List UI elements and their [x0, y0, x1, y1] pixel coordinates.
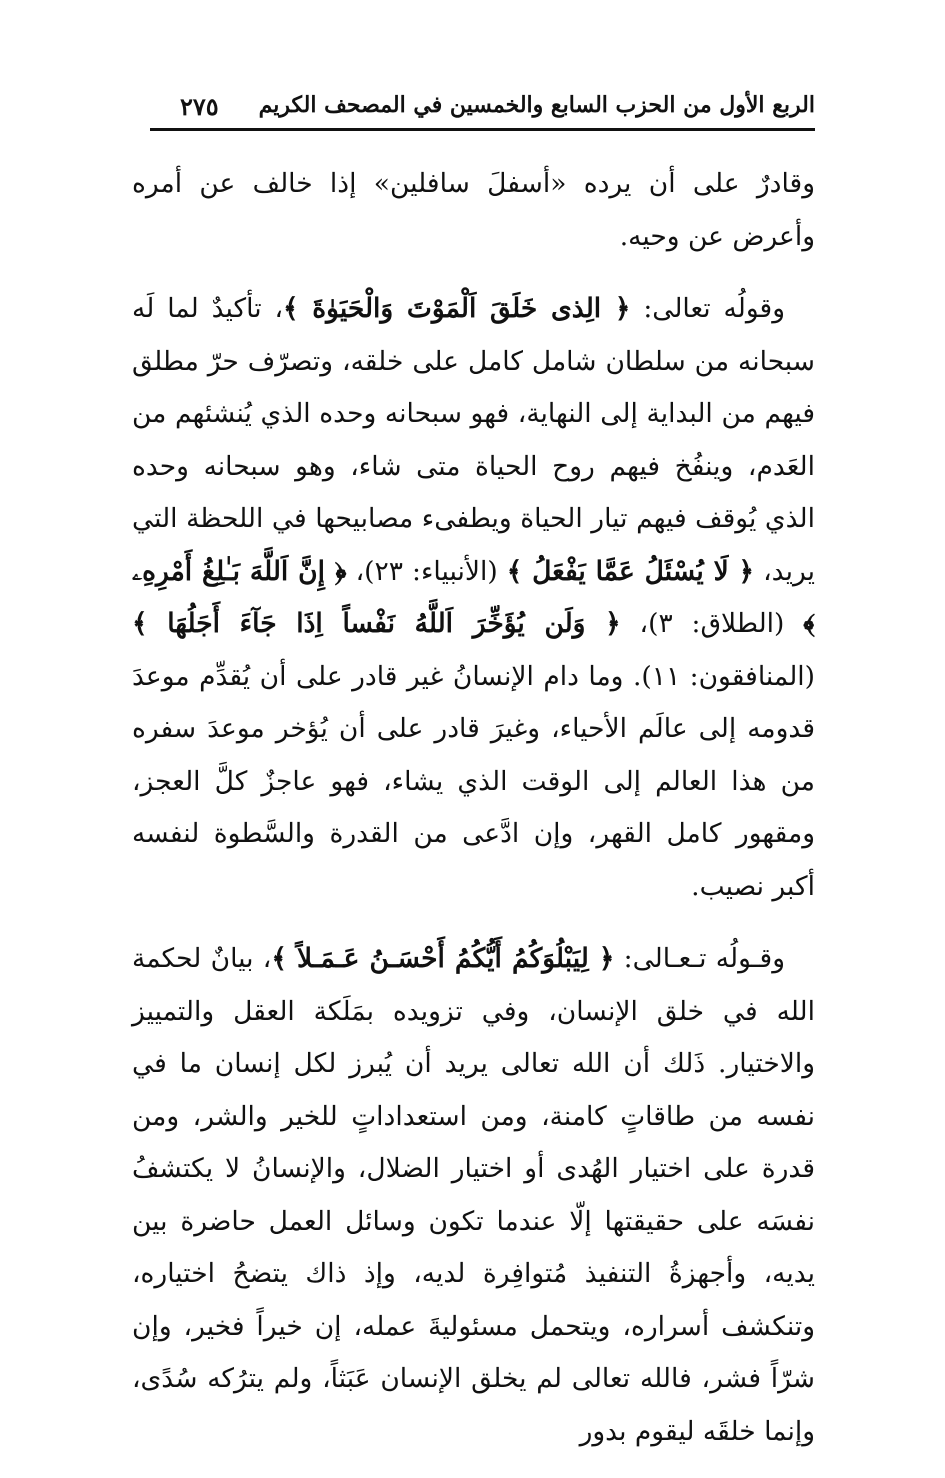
running-title: الربع الأول من الحزب السابع والخمسين في المصحف الكريم: [258, 92, 815, 118]
text-segment: ، تأكيدٌ لما لَه سبحانه من سلطان شامل كامل على خلقه، وتصرّف حرّ مطلق فيهم من البداية إلى النهاية، فهو سبحانه وحده الذي يُنشئهم من العَدم، وينفُخ فيهم روح الحياة متى شاء، وهو سبحانه وحده الذي يُوقف فيهم تيار الحياة ويطفىء مصابيحها في اللحظة التي يريد،: [132, 293, 815, 587]
quran-verse: ﴿ وَلَن يُؤَخِّرَ اَللَّهُ نَفْساً اِذَا جَآءَ أَجَلُهَا ﴾: [132, 608, 621, 639]
verse-reference: (الأنبياء: ٢٣)،: [346, 555, 507, 587]
text-segment: وقادرٌ على أن يرده «أسفلَ سافلين» إذا خالف عن أمره وأعرض عن وحيه.: [132, 168, 815, 252]
text-segment: وقولُه تعالى:: [630, 293, 785, 324]
quran-verse: ﴿ لِيَبْلُوَكُمُ أَيُّكُمُ أَحْسَـنُ عَـمَـلاً ﴾: [271, 943, 615, 974]
paragraph-1: [132, 158, 815, 263]
page-header: [150, 88, 815, 131]
verse-reference: (الطلاق: ٣)،: [620, 608, 804, 639]
quran-verse: ﴿ إِنَّ اَللَّهَ بَـٰلِغُ أَمْرِهِۦ ﴾: [132, 555, 815, 639]
page-number: ٢٧٥: [180, 92, 219, 121]
quran-verse: ﴿ الِذى خَلَقَ اَلْمَوْتَ وَالْحَيَوٰةَ ﴾: [283, 293, 631, 324]
body-text: [132, 158, 815, 1478]
quran-verse: ﴿ لَا يُسْئَلُ عَمَّا يَفْعَلُ ﴾: [506, 555, 755, 587]
text-segment: وقـولُه تـعـالى:: [614, 943, 785, 974]
text-segment: (المنافقون: ١١). وما دام الإنسانُ غير قادر على أن يُقدِّم موعدَ قدومه إلى عالَم الأحياء، وغيرَ قادر على أن يُؤخر موعدَ سفره من هذا العالم إلى الوقت الذي يشاء، فهو عاجزٌ كلَّ العجز، ومقهور كامل القهر، وإن ادَّعى من القدرة والسَّطوة لنفسه أكبر نصيب.: [132, 660, 815, 902]
paragraph-2: [132, 283, 815, 913]
text-segment: ، بيانٌ لحكمة الله في خلق الإنسان، وفي تزويده بمَلَكة العقل والتمييز والاختيار. ذَلك أن الله تعالى يريد أن يُبرز لكل إنسان ما في نفسه من طاقاتٍ كامنة، ومن استعداداتٍ للخير والشر، ومن قدرة على اختيار الهُدى أو اختيار الضلال، والإنسانُ لا يكتشفُ نفسَه على حقيقتها إلّا عندما تكون وسائل العمل حاضرة بين يديه، وأجهزةُ التنفيذ مُتوافِرة لديه، وإذ ذاك يتضحُ اختياره، وتنكشف أسراره، ويتحمل مسئوليةَ عمله، إن خيراً فخير، وإن شرّاً فشر، فالله تعالى لم يخلق الإنسان عَبَثاً، ولم يترُكه سُدًى، وإنما خلقَه ليقوم بدور: [132, 943, 815, 1447]
paragraph-3: [132, 933, 815, 1458]
